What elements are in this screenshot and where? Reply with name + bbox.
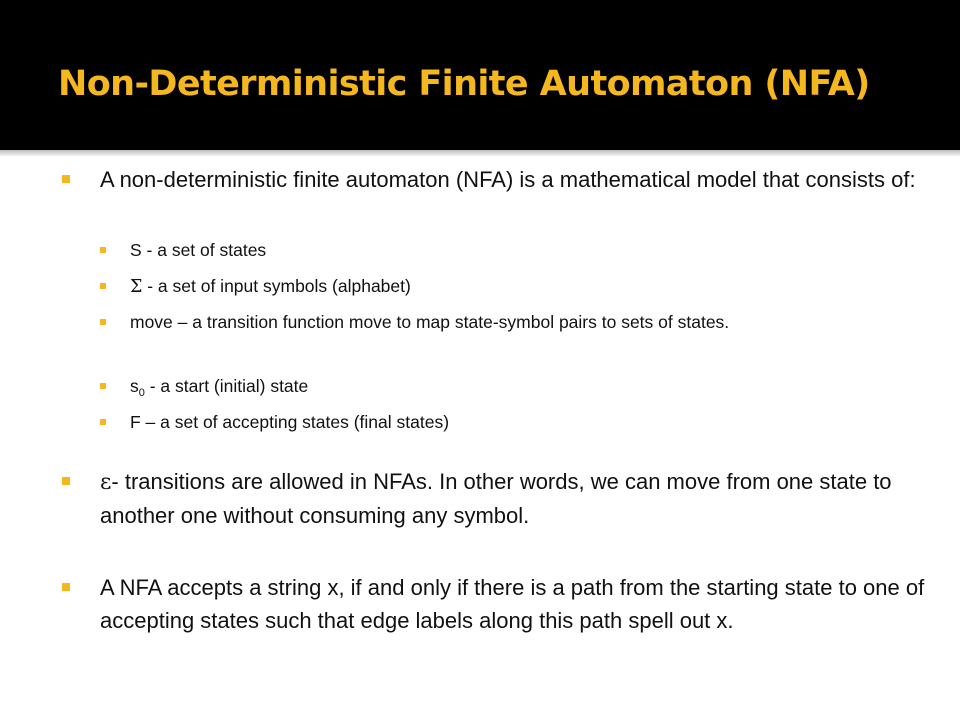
bullet-square-icon [100, 319, 106, 325]
bullet-text: A NFA accepts a string x, if and only if there is a path from the starting state to one of accepting states such that edge labels along this path spell out x. [100, 575, 925, 633]
bullet-text: A non-deterministic finite automaton (NFA) is a mathematical model that consists of: [100, 167, 916, 192]
sub-bullet-states [130, 236, 870, 264]
sub-bullet-accepting [130, 408, 870, 436]
slide-title: Non-Deterministic Finite Automaton (NFA) [58, 64, 870, 104]
bullet-square-icon [62, 175, 70, 183]
bullet-square-icon [100, 247, 106, 253]
bullet-square-icon [100, 419, 106, 425]
bullet-nfa-acceptance [100, 571, 960, 637]
epsilon-symbol: ε [100, 470, 112, 495]
bullet-text: - transitions are allowed in NFAs. In other words, we can move from one state to another one without consuming any symbol. [100, 469, 892, 528]
sub-bullet-alphabet [130, 272, 870, 301]
sub-bullet-text: move – a transition function move to map state-symbol pairs to sets of states. [130, 312, 730, 332]
sub-bullet-start-state [130, 372, 870, 407]
bullet-square-icon [62, 583, 70, 591]
bullet-square-icon [100, 283, 106, 289]
bullet-epsilon-transitions [100, 465, 960, 532]
bullet-nfa-definition [100, 163, 960, 196]
sub-bullet-text: - a set of input symbols (alphabet) [142, 276, 411, 296]
bullet-square-icon [62, 477, 70, 485]
bullet-square-icon [100, 383, 106, 389]
sub-bullet-text: F – a set of accepting states (final states) [130, 412, 450, 432]
start-state-symbol: s [130, 376, 139, 396]
sub-bullet-move [130, 308, 870, 336]
sigma-symbol: Σ [130, 277, 143, 297]
sub-bullet-text: - a start (initial) state [144, 376, 309, 396]
sub-bullet-text: S - a set of states [130, 240, 267, 260]
start-state-subscript: 0 [138, 387, 145, 399]
